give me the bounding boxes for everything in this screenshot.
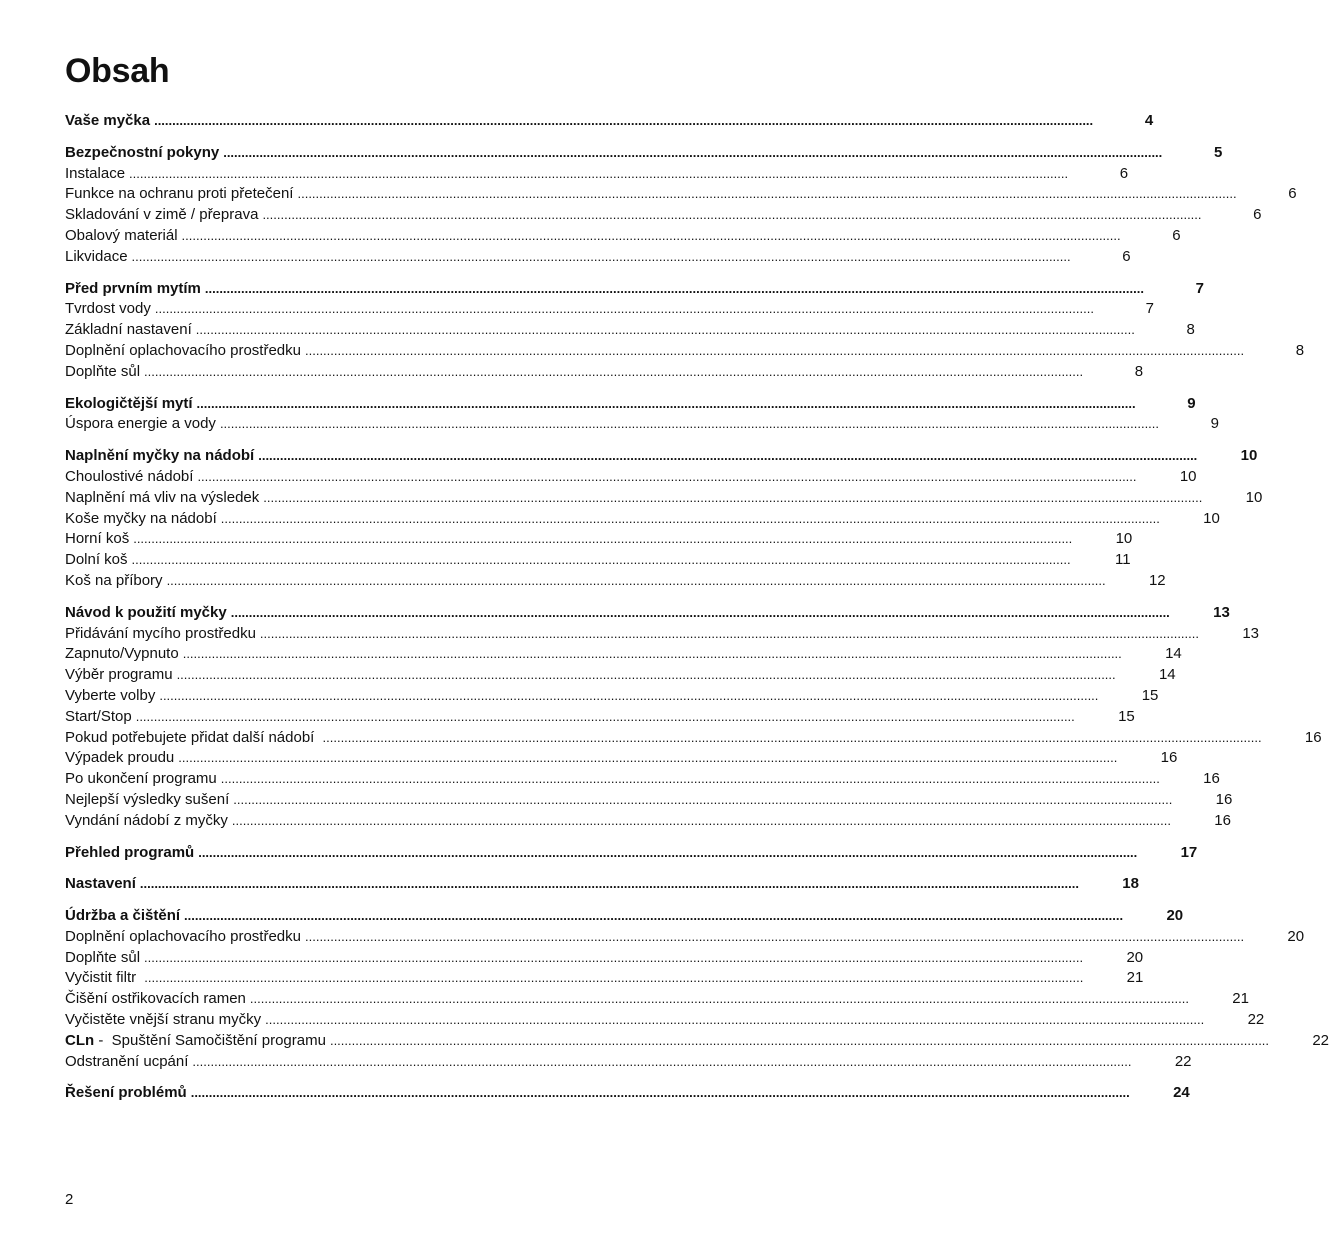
toc-entry-label: Horní koš	[65, 530, 130, 548]
toc-entry-page: 8	[1295, 341, 1305, 359]
toc-entry-label: Po ukončení programu	[65, 770, 217, 788]
toc-entry-label: Tvrdost vody	[65, 300, 151, 318]
toc-entry-page: 14	[1158, 666, 1176, 684]
toc-section	[65, 112, 1154, 133]
toc-entry-label: Naplnění má vliv na výsledek	[65, 488, 260, 506]
leader-dots: ....................................................................................................................................................................................................................................................................	[305, 342, 1245, 358]
toc-entry-page: 8	[1186, 321, 1195, 339]
toc-section	[65, 603, 1322, 833]
toc-entry-page: 4	[1144, 112, 1154, 129]
toc-entry-label: Řešení problémů	[65, 1084, 187, 1102]
toc-entry-label: Přehled programů	[65, 843, 195, 861]
toc-entry-page: 15	[1141, 686, 1159, 704]
toc-entry-page: 20	[1287, 927, 1305, 945]
toc-entry[interactable]	[65, 551, 1131, 572]
toc-entry-label: Základní nastavení	[65, 321, 192, 339]
toc-section	[65, 447, 1263, 593]
toc-entry-label: Funkce na ochranu proti přetečení	[65, 185, 294, 203]
leader-dots: ....................................................................................................................................................................................................................................................................	[219, 416, 1160, 432]
toc-heading-entry[interactable]	[65, 394, 1196, 416]
toc-entry-label: Vaše myčka	[65, 112, 151, 129]
toc-entry-page: 9	[1210, 415, 1220, 433]
leader-dots: ....................................................................................................................................................................................................................................................................	[135, 708, 1075, 724]
toc-entry-label: Instalace	[65, 164, 126, 182]
toc-entry[interactable]	[65, 686, 1159, 708]
toc-entry-page: 20	[1126, 948, 1144, 966]
toc-entry-page: 8	[1134, 362, 1144, 380]
toc-entry-label: Doplňte sůl	[65, 362, 141, 380]
toc-entry-page: 16	[1160, 749, 1178, 767]
leader-dots: ....................................................................................................................................................................................................................................................................	[131, 552, 1071, 568]
toc-entry-page: 22	[1247, 1011, 1265, 1029]
leader-dots: ....................................................................................................................................................................................................................................................................	[190, 1085, 1130, 1101]
toc-entry-page: 5	[1213, 143, 1223, 161]
toc-entry-page: 14	[1165, 645, 1182, 663]
toc-entry-label: Zapnuto/Vypnuto	[65, 645, 179, 663]
leader-dots: ....................................................................................................................................................................................................................................................................	[220, 771, 1160, 787]
toc-entry-page: 13	[1213, 603, 1230, 621]
toc-entry-label: Čišění ostřikovacích ramen	[65, 990, 246, 1008]
toc-entry-page: 16	[1203, 770, 1220, 788]
toc-entry-label: Přidávání mycího prostředku	[65, 624, 256, 642]
toc-entry[interactable]	[65, 530, 1133, 551]
leader-dots: ....................................................................................................................................................................................................................................................................	[181, 227, 1121, 243]
leader-dots: ....................................................................................................................................................................................................................................................................	[159, 687, 1099, 703]
page-title: Obsah	[65, 52, 170, 90]
toc-entry[interactable]	[65, 341, 1305, 363]
toc-entry-page: 16	[1214, 811, 1231, 829]
toc-entry-page: 6	[1172, 226, 1181, 244]
toc-entry-label: Obalový materiál	[65, 226, 178, 244]
leader-dots: ....................................................................................................................................................................................................................................................................	[263, 489, 1203, 505]
toc-entry-page: 18	[1122, 875, 1139, 893]
toc-entry[interactable]	[65, 321, 1195, 342]
toc-heading-entry[interactable]	[65, 447, 1258, 468]
toc-entry[interactable]	[65, 948, 1144, 970]
toc-entry-label: Start/Stop	[65, 707, 132, 725]
toc-entry[interactable]	[65, 990, 1249, 1011]
toc-entry-page: 9	[1187, 394, 1196, 412]
toc-section	[65, 394, 1220, 437]
toc-entry-label: Údržba a čištění	[65, 907, 181, 925]
toc-entry[interactable]	[65, 624, 1259, 646]
toc-entry-page: 12	[1148, 571, 1166, 589]
leader-dots: ....................................................................................................................................................................................................................................................................	[133, 531, 1073, 547]
toc-entry[interactable]	[65, 247, 1131, 269]
leader-dots: ....................................................................................................................................................................................................................................................................	[195, 322, 1135, 338]
toc-entry[interactable]	[65, 226, 1181, 248]
toc-entry-label: Bezpečnostní pokyny	[65, 143, 220, 161]
toc-entry-label: Pokud potřebujete přidat další nádobí	[65, 728, 319, 746]
toc-entry[interactable]	[65, 185, 1297, 206]
leader-dots: ....................................................................................................................................................................................................................................................................	[305, 928, 1245, 944]
toc-heading-entry[interactable]	[65, 279, 1204, 301]
toc-entry-label: Choulostivé nádobí	[65, 467, 194, 485]
leader-dots: ....................................................................................................................................................................................................................................................................	[182, 646, 1122, 662]
toc-entry-label: Úspora energie a vody	[65, 415, 216, 433]
toc-entry[interactable]	[65, 362, 1144, 384]
toc-entry-label: Návod k použití myčky	[65, 603, 227, 621]
toc-entry-page: 21	[1126, 969, 1144, 987]
toc-entry-page: 6	[1119, 164, 1129, 182]
toc-entry[interactable]	[65, 415, 1220, 436]
toc-entry-page: 16	[1304, 728, 1322, 746]
toc-entry[interactable]	[65, 927, 1305, 949]
leader-dots: ....................................................................................................................................................................................................................................................................	[178, 750, 1118, 766]
leader-dots: ....................................................................................................................................................................................................................................................................	[258, 448, 1198, 464]
toc-entry[interactable]	[65, 749, 1178, 770]
toc-heading-entry[interactable]	[65, 907, 1184, 928]
toc-entry-label: Doplnění oplachovacího prostředku	[65, 341, 301, 359]
leader-dots: ....................................................................................................................................................................................................................................................................	[230, 604, 1170, 620]
leader-dots: ....................................................................................................................................................................................................................................................................	[262, 207, 1202, 223]
toc-entry-label: CLn - Spuštění Samočištění programu	[65, 1031, 326, 1049]
leader-dots: ....................................................................................................................................................................................................................................................................	[144, 970, 1084, 986]
toc-section	[65, 875, 1139, 896]
leader-dots: ....................................................................................................................................................................................................................................................................	[184, 908, 1124, 924]
toc-entry-page: 10	[1203, 509, 1220, 527]
toc-entry-page: 24	[1173, 1084, 1190, 1102]
toc-heading-entry[interactable]	[65, 843, 1198, 865]
leader-dots: ....................................................................................................................................................................................................................................................................	[223, 144, 1163, 160]
toc-entry-label: Naplnění myčky na nádobí	[65, 447, 255, 465]
toc-entry-label: Vyndání nádobí z myčky	[65, 811, 228, 829]
leader-dots: ....................................................................................................................................................................................................................................................................	[231, 812, 1171, 828]
leader-dots: ....................................................................................................................................................................................................................................................................	[139, 876, 1079, 892]
toc-entry[interactable]	[65, 1031, 1329, 1053]
toc-entry-page: 10	[1115, 530, 1133, 548]
toc-entry[interactable]	[65, 770, 1220, 791]
toc-entry-label: Koše myčky na nádobí	[65, 509, 217, 527]
leader-dots: ....................................................................................................................................................................................................................................................................	[259, 625, 1199, 641]
toc-entry-page: 15	[1118, 707, 1135, 725]
toc-entry-page: 16	[1215, 790, 1233, 808]
toc-entry-label: Odstranění ucpání	[65, 1052, 189, 1070]
leader-dots: ....................................................................................................................................................................................................................................................................	[220, 510, 1160, 526]
leader-dots: ....................................................................................................................................................................................................................................................................	[196, 395, 1136, 411]
toc-entry-label: Ekologičtější mytí	[65, 394, 193, 412]
table-of-contents	[65, 112, 1329, 1116]
toc-entry[interactable]	[65, 1011, 1265, 1032]
toc-section	[65, 1084, 1190, 1105]
toc-entry[interactable]	[65, 811, 1231, 833]
toc-entry-page: 22	[1312, 1031, 1329, 1049]
leader-dots: ....................................................................................................................................................................................................................................................................	[144, 949, 1084, 965]
toc-heading-entry[interactable]	[65, 143, 1223, 165]
leader-dots: ....................................................................................................................................................................................................................................................................	[131, 248, 1071, 264]
toc-entry-page: 10	[1245, 488, 1263, 506]
leader-dots: ....................................................................................................................................................................................................................................................................	[249, 991, 1189, 1007]
toc-entry-page: 11	[1115, 551, 1131, 569]
toc-entry-label: Dolní koš	[65, 551, 128, 569]
toc-entry-label: Doplnění oplachovacího prostředku	[65, 927, 301, 945]
toc-entry[interactable]	[65, 488, 1263, 510]
toc-entry-label: Před prvním mytím	[65, 279, 201, 297]
toc-entry-label: Nastavení	[65, 875, 136, 893]
toc-heading-entry[interactable]	[65, 603, 1230, 625]
leader-dots: ....................................................................................................................................................................................................................................................................	[233, 791, 1173, 807]
toc-entry-page: 7	[1145, 300, 1154, 318]
page-number: 2	[65, 1191, 74, 1208]
toc-entry[interactable]	[65, 969, 1144, 990]
toc-entry-page: 22	[1174, 1052, 1192, 1070]
toc-entry[interactable]	[65, 707, 1135, 729]
toc-section	[65, 279, 1305, 384]
toc-entry-label: Likvidace	[65, 247, 128, 265]
toc-entry-page: 6	[1253, 206, 1262, 224]
toc-entry-page: 10	[1240, 447, 1258, 465]
toc-section	[65, 143, 1297, 269]
toc-entry-label: Výběr programu	[65, 666, 173, 684]
toc-entry-label: Vyčistit filtr	[65, 969, 141, 987]
toc-entry-label: Nejlepší výsledky sušení	[65, 790, 230, 808]
toc-entry[interactable]	[65, 790, 1233, 812]
toc-entry-page: 6	[1288, 185, 1297, 203]
leader-dots: ....................................................................................................................................................................................................................................................................	[322, 729, 1262, 745]
toc-heading-entry[interactable]	[65, 875, 1139, 896]
toc-entry-label: Vyčistěte vnější stranu myčky	[65, 1011, 262, 1029]
toc-entry-label: Doplňte sůl	[65, 948, 141, 966]
toc-entry-prefix: CLn	[65, 1031, 95, 1049]
toc-entry-page: 7	[1195, 279, 1204, 297]
leader-dots: ....................................................................................................................................................................................................................................................................	[129, 165, 1069, 181]
leader-dots: ....................................................................................................................................................................................................................................................................	[204, 280, 1144, 296]
toc-entry-page: 10	[1179, 467, 1197, 485]
leader-dots: ....................................................................................................................................................................................................................................................................	[154, 301, 1094, 317]
toc-entry[interactable]	[65, 467, 1197, 489]
leader-dots: ....................................................................................................................................................................................................................................................................	[197, 468, 1137, 484]
toc-entry-page: 6	[1122, 247, 1131, 265]
leader-dots: ....................................................................................................................................................................................................................................................................	[192, 1053, 1132, 1069]
toc-section	[65, 843, 1198, 865]
toc-entry-page: 21	[1232, 990, 1249, 1008]
toc-entry[interactable]	[65, 300, 1154, 321]
toc-entry[interactable]	[65, 666, 1176, 687]
leader-dots: ....................................................................................................................................................................................................................................................................	[329, 1032, 1270, 1048]
toc-entry-page: 20	[1166, 907, 1184, 925]
toc-entry-page: 17	[1180, 843, 1198, 861]
toc-heading-entry[interactable]	[65, 112, 1154, 133]
leader-dots: ....................................................................................................................................................................................................................................................................	[297, 186, 1237, 202]
leader-dots: ....................................................................................................................................................................................................................................................................	[166, 572, 1106, 588]
toc-entry[interactable]	[65, 571, 1166, 593]
toc-entry-label: Skladování v zimě / přeprava	[65, 206, 259, 224]
toc-entry[interactable]	[65, 164, 1129, 186]
toc-section	[65, 907, 1329, 1073]
toc-entry-page: 13	[1242, 624, 1259, 642]
toc-entry[interactable]	[65, 1052, 1192, 1074]
toc-entry[interactable]	[65, 206, 1262, 227]
leader-dots: ....................................................................................................................................................................................................................................................................	[176, 667, 1116, 683]
toc-entry[interactable]	[65, 728, 1322, 750]
toc-entry-label: Vyberte volby	[65, 686, 156, 704]
leader-dots: ....................................................................................................................................................................................................................................................................	[198, 844, 1138, 860]
toc-entry-label: Výpadek proudu	[65, 749, 175, 767]
toc-entry[interactable]	[65, 645, 1182, 666]
toc-entry-label: Koš na příbory	[65, 571, 163, 589]
leader-dots: ....................................................................................................................................................................................................................................................................	[265, 1012, 1205, 1028]
leader-dots: ....................................................................................................................................................................................................................................................................	[154, 113, 1094, 128]
toc-heading-entry[interactable]	[65, 1084, 1190, 1105]
toc-entry[interactable]	[65, 509, 1220, 531]
leader-dots: ....................................................................................................................................................................................................................................................................	[144, 363, 1084, 379]
